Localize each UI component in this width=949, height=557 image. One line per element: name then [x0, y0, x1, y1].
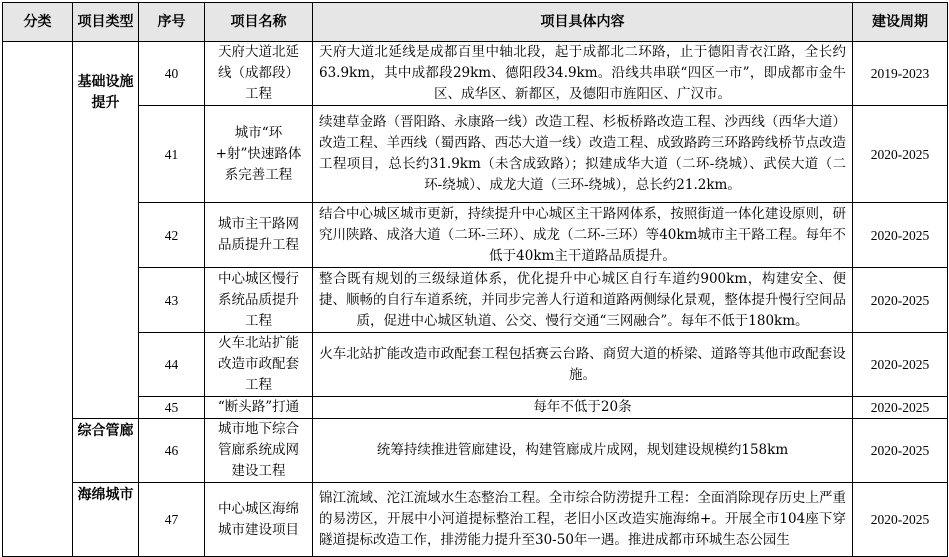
period-cell: 2020-2025	[853, 483, 948, 557]
period-cell: 2020-2025	[853, 106, 948, 203]
project-name-cell: 天府大道北延线（成都段）工程	[205, 42, 313, 106]
project-content-cell: 整合既有规划的三级绿道体系，优化提升中心城区自行车道约900km，构建安全、便捷、顺畅的自行车道系统，并同步完善人行道和道路两侧绿化景观，整体提升慢行空间品质，促进中心城区轨道、公交、慢行交通“三网融合”。每年不低于180km。	[313, 268, 853, 333]
table-row	[3, 42, 948, 106]
table-row	[3, 106, 948, 203]
period-cell: 2020-2025	[853, 333, 948, 397]
project-name-cell: 火车北站扩能改造市政配套工程	[205, 333, 313, 397]
table-row	[3, 268, 948, 333]
seq-cell: 45	[139, 397, 205, 419]
table-row	[3, 397, 948, 419]
seq-cell: 43	[139, 268, 205, 333]
seq-cell: 41	[139, 106, 205, 203]
period-cell: 2019-2023	[853, 42, 948, 106]
table-row	[3, 203, 948, 268]
project-name-cell: 中心城区海绵城市建设项目	[205, 483, 313, 557]
period-cell: 2020-2025	[853, 268, 948, 333]
project-content-cell: 结合中心城区城市更新，持续提升中心城区主干路网体系，按照街道一体化建设原则，研究川陕路、成洛大道（二环-三环）、成龙（二环-三环）等40km城市主干路工程。每年不低于40km主干道路品质提升。	[313, 203, 853, 268]
project-name-cell: “断头路”打通	[205, 397, 313, 419]
project-type-cell: 基础设施提升	[73, 42, 139, 419]
project-content-cell: 天府大道北延线是成都百里中轴北段，起于成都北二环路，止于德阳青衣江路，全长约63.9km，其中成都段29km、德阳段34.9km。沿线共串联“四区一市”，即成都市金牛区、成华区、新都区，及德阳市旌阳区、广汉市。	[313, 42, 853, 106]
header-content: 项目具体内容	[313, 3, 853, 42]
table-header-row	[3, 3, 948, 42]
header-period: 建设周期	[853, 3, 948, 42]
seq-cell: 44	[139, 333, 205, 397]
seq-cell: 42	[139, 203, 205, 268]
project-type-cell: 综合管廊	[73, 419, 139, 483]
project-content-cell: 锦江流域、沱江流域水生态整治工程。全市综合防涝提升工程：全面消除现存历史上严重的易涝区，开展中小河道提标整治工程，老旧小区改造实施海绵+。开展全市104座下穿隧道提标改造工作，排涝能力提升至30-50年一遇。推进成都市环城生态公园生	[313, 483, 853, 557]
project-content-cell: 火车北站扩能改造市政配套工程包括赛云台路、商贸大道的桥梁、道路等其他市政配套设施。	[313, 333, 853, 397]
table-row	[3, 419, 948, 483]
project-content-cell: 统筹持续推进管廊建设，构建管廊成片成网，规划建设规模约158km	[313, 419, 853, 483]
period-cell: 2020-2025	[853, 397, 948, 419]
project-content-cell: 续建草金路（晋阳路、永康路一线）改造工程、杉板桥路改造工程、沙西线（西华大道）改造工程、羊西线（蜀西路、西芯大道一线）改造工程、成致路跨三环路跨线桥节点改造工程项目，总长约31.9km（未含成致路）；拟建成华大道（二环-绕城）、武侯大道（二环-绕城）、成龙大道（三环-绕城），总长约21.2km。	[313, 106, 853, 203]
period-cell: 2020-2025	[853, 203, 948, 268]
project-name-cell: 城市地下综合管廊系统成网建设工程	[205, 419, 313, 483]
seq-cell: 46	[139, 419, 205, 483]
seq-cell: 47	[139, 483, 205, 557]
category-cell	[3, 42, 73, 557]
header-name: 项目名称	[205, 3, 313, 42]
project-table	[2, 2, 948, 557]
project-name-cell: 城市主干路网品质提升工程	[205, 203, 313, 268]
project-name-cell: 城市“环+射”快速路体系完善工程	[205, 106, 313, 203]
seq-cell: 40	[139, 42, 205, 106]
table-row	[3, 333, 948, 397]
project-name-cell: 中心城区慢行系统品质提升工程	[205, 268, 313, 333]
header-category: 分类	[3, 3, 73, 42]
table-row	[3, 483, 948, 557]
project-content-cell: 每年不低于20条	[313, 397, 853, 419]
header-project-type: 项目类型	[73, 3, 139, 42]
project-type-cell: 海绵城市	[73, 483, 139, 557]
header-seq: 序号	[139, 3, 205, 42]
period-cell: 2020-2025	[853, 419, 948, 483]
